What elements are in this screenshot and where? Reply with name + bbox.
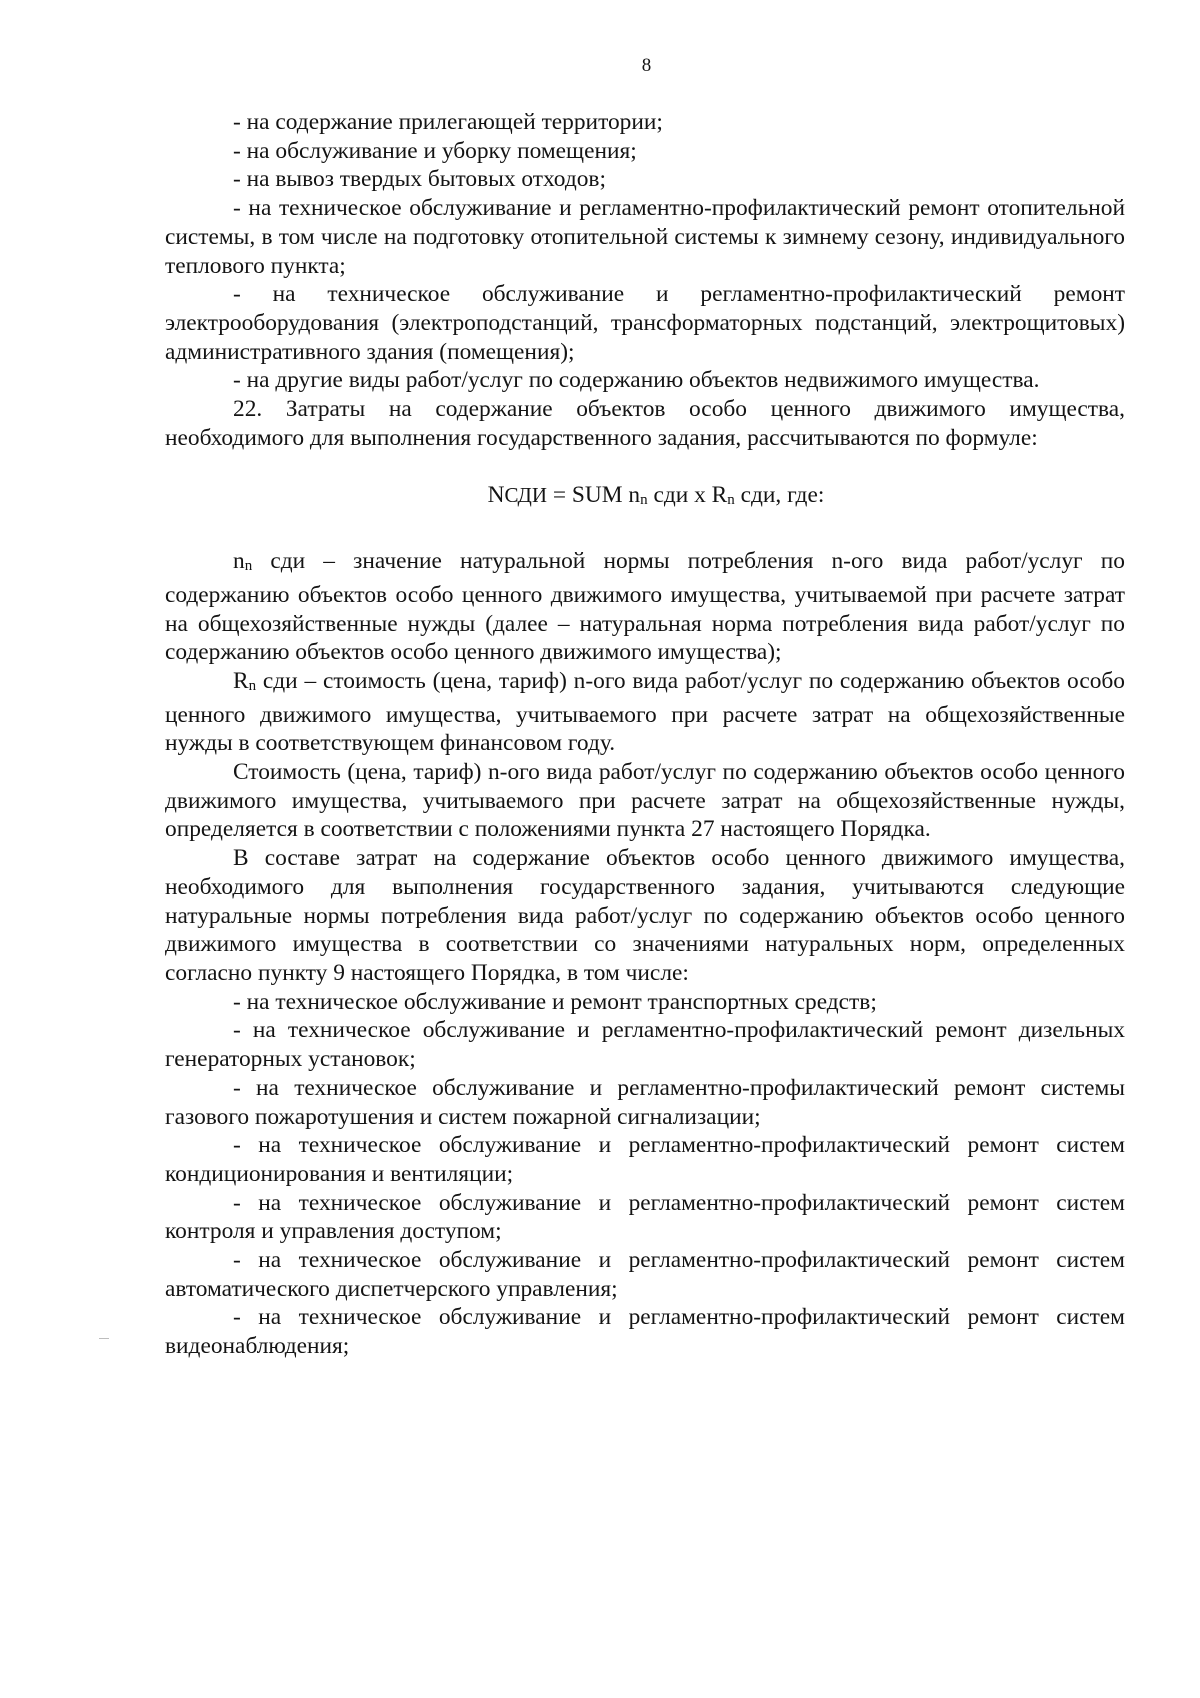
symbol-suffix: сди <box>256 667 298 694</box>
list-item: - на техническое обслуживание и регламентно-профилактический ремонт системы газового пожаротушения и систем пожарной сигнализации; <box>165 1074 1125 1130</box>
list-item: - на техническое обслуживание и регламентно-профилактический ремонт электрооборудования (электроподстанций, трансформаторных подстанций, электрощитовых) административного здания (помещения); <box>165 281 1125 365</box>
formula-sum: = SUM n <box>547 482 641 509</box>
list-item: - на другие виды работ/услуг по содержанию объектов недвижимого имущества. <box>233 367 1040 394</box>
list-item: - на техническое обслуживание и регламентно-профилактический ремонт систем автоматического диспетчерского управления; <box>165 1247 1125 1302</box>
formula-n-subscript: СДИ <box>504 483 547 508</box>
list-item: - на обслуживание и уборку помещения; <box>233 137 637 164</box>
list-item: - на техническое обслуживание и ремонт транспортных средств; <box>233 988 877 1015</box>
symbol-suffix: сди <box>252 548 306 575</box>
list-item: - на техническое обслуживание и регламентно-профилактический ремонт систем видеонаблюдения; <box>165 1304 1125 1360</box>
definition-r-text: – стоимость (цена, тариф) n-ого вида работ/услуг по содержанию объектов особо ценного движимого имущества, учитываемого при расчете затрат на общехозяйственные нужды в соответствующем финансовом году. <box>165 667 1126 757</box>
list-item: - на техническое обслуживание и регламентно-профилактический ремонт систем контроля и управления доступом; <box>165 1189 1125 1245</box>
symbol-letter: n <box>233 548 245 575</box>
list-item: - на техническое обслуживание и регламентно-профилактический ремонт дизельных генераторных установок; <box>165 1017 1125 1073</box>
page-number: 8 <box>641 55 652 76</box>
list-item: - на содержание прилегающей территории; <box>233 109 663 135</box>
symbol-subscript: n <box>248 677 257 694</box>
formula-tail: сди, где: <box>734 482 825 509</box>
clause-22: 22. Затраты на содержание объектов особо ценного движимого имущества, необходимого для выполнения государственного задания, рассчитываются по формуле: <box>165 396 1125 451</box>
definition-r <box>165 667 1125 758</box>
symbol-subscript: n <box>244 558 253 575</box>
definition-r-symbol <box>233 668 298 694</box>
definition-n-symbol <box>233 548 305 574</box>
formula-n2-subscript: n <box>640 492 648 509</box>
scan-margin-mark <box>99 1338 109 1339</box>
formula-n: N <box>487 482 505 509</box>
list-item: - на вывоз твердых бытовых отходов; <box>233 166 606 193</box>
formula-r-subscript: n <box>727 492 735 509</box>
definition-n-text: – значение натуральной нормы потребления n-ого вида работ/услуг по содержанию объектов особо ценного движимого имущества, учитываемой при расчете затрат на общехозяйственные нужды (далее – натуральная норма потребления вида работ/услуг по содержанию объектов особо ценного движимого имущества); <box>165 548 1125 666</box>
formula-n2-suffix: сди x R <box>647 482 728 509</box>
paragraph-cost: Стоимость (цена, тариф) n-ого вида работ/услуг по содержанию объектов особо ценного движимого имущества, учитываемого при расчете затрат на общехозяйственные нужды, определяется в соответствии с положениями пункта 27 настоящего Порядка. <box>165 759 1125 843</box>
list-item: - на техническое обслуживание и регламентно-профилактический ремонт отопительной системы, в том числе на подготовку отопительной системы к зимнему сезону, индивидуального теплового пункта; <box>165 195 1125 279</box>
symbol-letter: R <box>233 667 249 694</box>
list-item: - на техническое обслуживание и регламентно-профилактический ремонт систем кондиционирования и вентиляции; <box>165 1132 1125 1187</box>
definition-n <box>165 547 1125 667</box>
cost-formula <box>165 481 1125 515</box>
paragraph-composition: В составе затрат на содержание объектов особо ценного движимого имущества, необходимого для выполнения государственного задания, учитываются следующие натуральные нормы потребления вида работ/услуг по содержанию объектов особо ценного движимого имущества в соответствии со значениями натуральных норм, определенных согласно пункту 9 настоящего Порядка, в том числе: <box>165 845 1125 986</box>
